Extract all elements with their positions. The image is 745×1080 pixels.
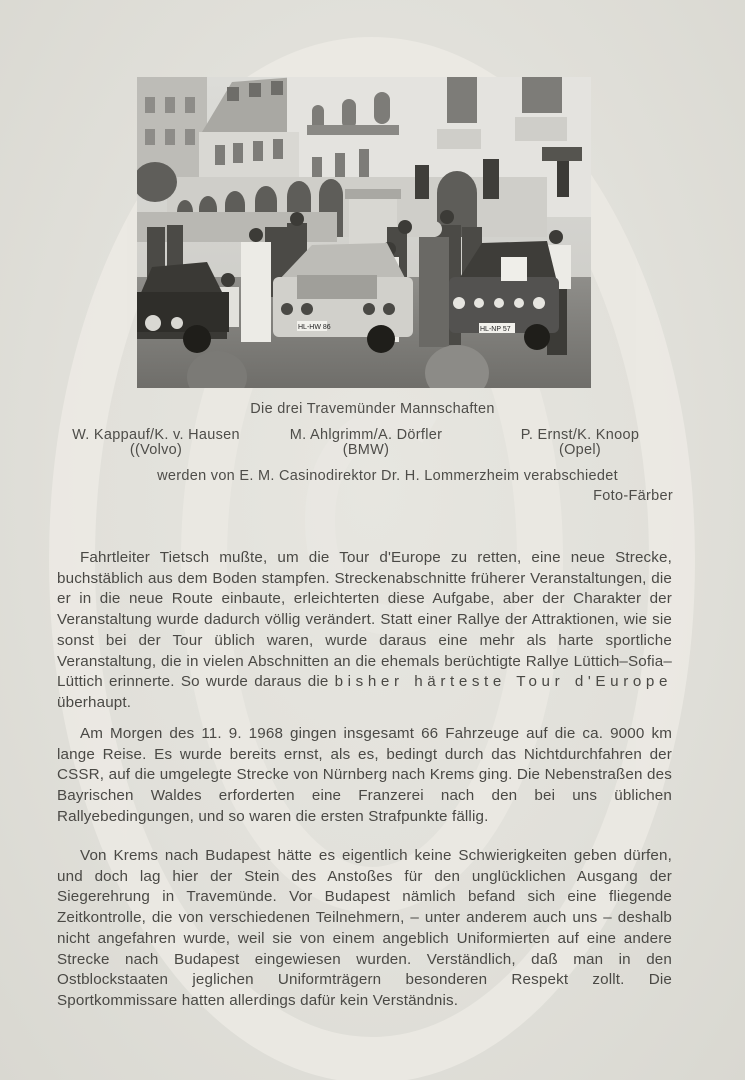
crew-opel bbox=[500, 428, 660, 458]
paragraph-text: überhaupt. bbox=[57, 693, 132, 711]
crew-names: M. Ahlgrimm/A. Dörfler bbox=[289, 427, 443, 443]
article-paragraph-1 bbox=[57, 548, 672, 714]
crew-bmw bbox=[268, 428, 464, 458]
crew-names: P. Ernst/K. Knoop bbox=[520, 427, 640, 443]
caption-title: Die drei Travemünder Mannschaften bbox=[250, 401, 495, 417]
emphasis-spaced: bisher härteste Tour d'Europe bbox=[334, 673, 672, 691]
paragraph-text: Von Krems nach Budapest hätte es eigentlich keine Schwierigkeiten geben dürfen, und doch lag hier der Stein des Anstoßes für den unglücklichen Ausgang der Siegerehrung in Travemünde. Vor Budapest nämlich befand sich eine fliegende Zeitkontrolle, die von verschiedenen Teilnehmern, – unter anderem auch uns – deshalb nicht angefahren wurde, weil sie von einem angeblich Uniformierten auf eine andere Strecke nach Budapest eingewiesen wurden. Verständlich, daß man in den Ostblockstaaten jeglichen Uniformträgern besonderen Respekt zollt. Die Sportkommissare hatten allerdings dafür kein Verständnis. bbox=[57, 847, 672, 1009]
crew-car: (BMW) bbox=[342, 442, 390, 458]
paragraph-text: Am Morgen des 11. 9. 1968 gingen insgesamt 66 Fahrzeuge auf die ca. 9000 km lange Reise. Es wurde bereits ernst, als es, bedingt durch das Nichtdurchfahren der CSSR, auf die umgelegte Strecke von Nürnberg nach Krems ging. Die Nebenstraßen des Bayrischen Waldes erforderten eine Franzerei nach den bei uns üblichen Rallyebedingungen, und so waren die ersten Strafpunkte fällig. bbox=[57, 725, 672, 825]
article-paragraph-3 bbox=[57, 846, 672, 1012]
crew-volvo bbox=[58, 428, 254, 458]
plate-bmw: HL-HW 86 bbox=[298, 324, 331, 331]
paragraph-text: Fahrtleiter Tietsch mußte, um die Tour d'Europe zu retten, eine neue Strecke, buchstäblich aus dem Boden stampfen. Streckenabschnitte früherer Veranstaltungen, die er in die neue Route einbaute, erleichterten diese Aufgabe, aber der Charakter der Veranstaltung wurde dadurch völlig verändert. Statt einer Rallye der Attraktionen, wie sie sonst bei der Tour üblich waren, wurde daraus eine mehr als harte sportliche Veranstaltung, die in vielen Abschnitten an die ehemals berüchtigte Rallye Lüttich–Sofia–Lüttich erinnerte. So wurde daraus die bbox=[57, 549, 672, 691]
crew-car: ((Volvo) bbox=[129, 442, 183, 458]
crew-car: (Opel) bbox=[558, 442, 602, 458]
article-paragraph-2 bbox=[57, 724, 672, 828]
rally-team-photo bbox=[137, 77, 591, 388]
crew-names: W. Kappauf/K. v. Hausen bbox=[72, 427, 240, 443]
photo-credit: Foto-Färber bbox=[593, 488, 673, 504]
plate-opel: HL-NP 57 bbox=[480, 326, 511, 333]
caption-farewell: werden von E. M. Casinodirektor Dr. H. Lommerzheim verabschiedet bbox=[157, 468, 618, 484]
